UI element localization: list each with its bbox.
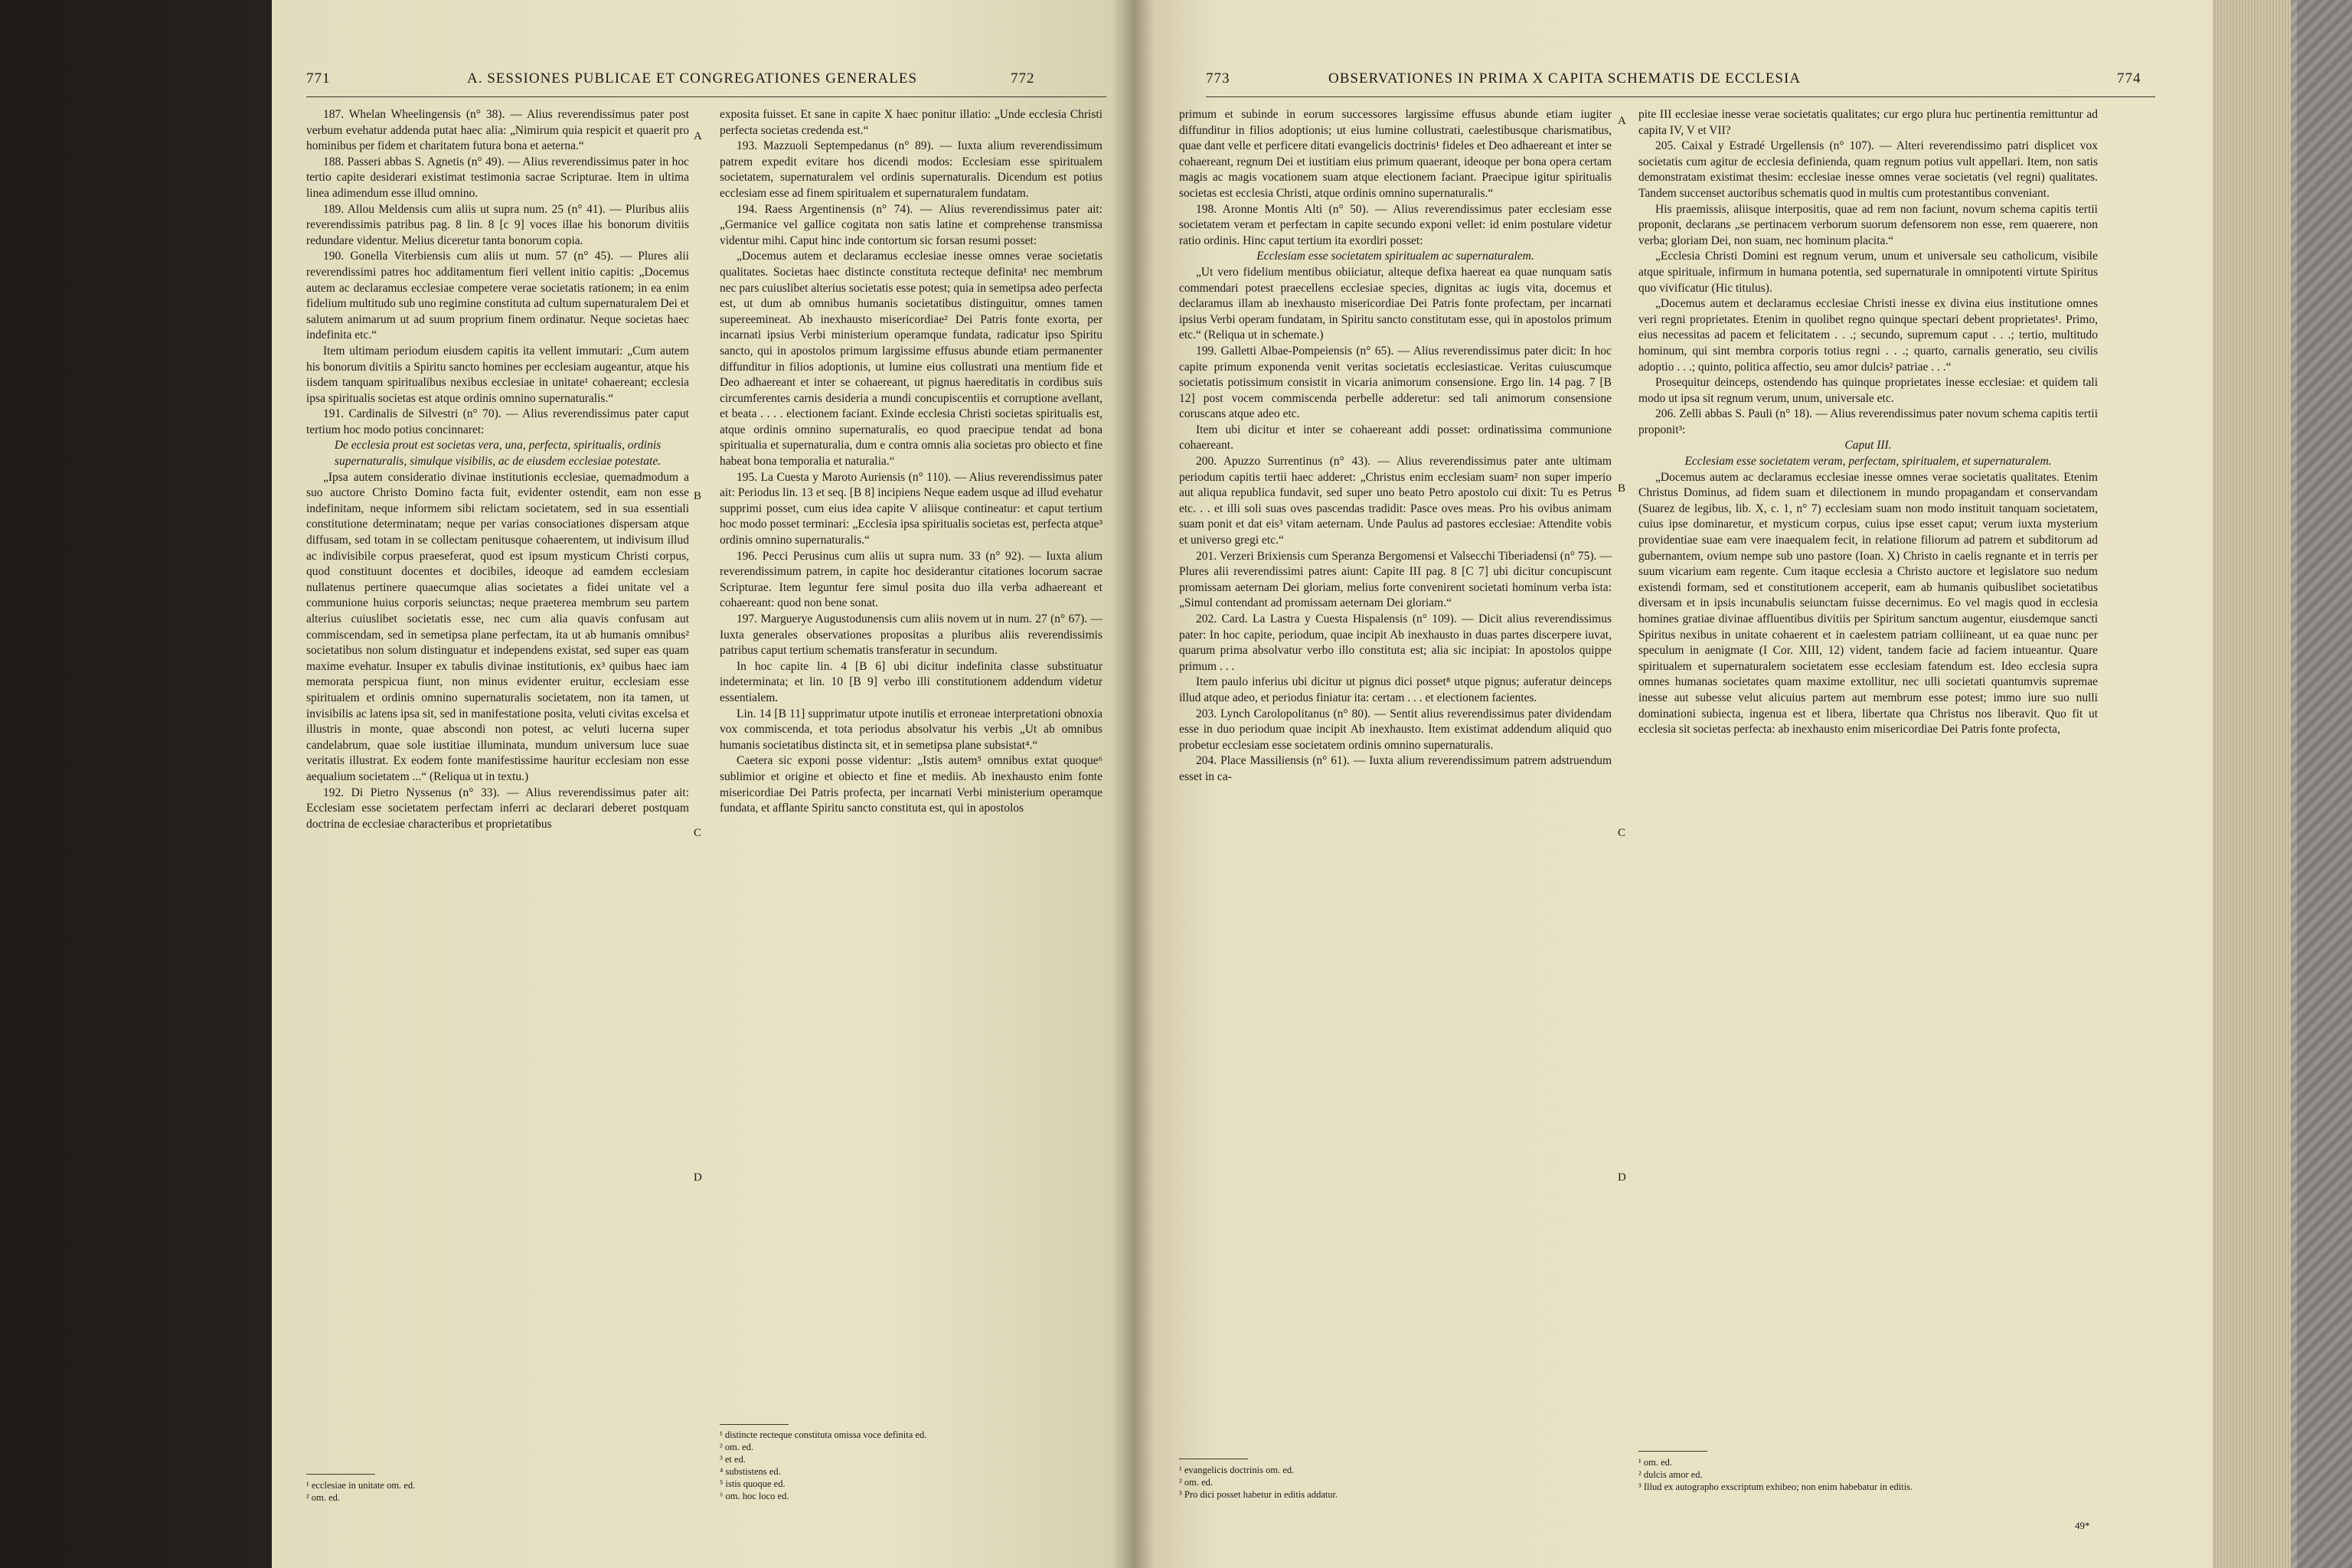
margin-letter-b: B	[694, 490, 702, 502]
paragraph: 203. Lynch Carolopolitanus (n° 80). — Sentit alius reverendissimus pater dividendam esse in duo periodum quae incipit Ab inexhausto. Item existimat addendum aliquid quo probetur ecclesiam esse societatem ordinis omnino supernaturalis.	[1179, 707, 1612, 752]
right-footnotes-2	[1638, 1456, 2098, 1493]
footnote: ⁶ om. hoc loco ed.	[720, 1491, 789, 1501]
right-column-2	[1638, 107, 2098, 738]
paragraph: Item ubi dicitur et inter se cohaereant addi posset: ordinatissima communione cohaereant.	[1179, 423, 1612, 452]
right-column-1	[1179, 107, 1612, 786]
left-footnotes-2	[720, 1429, 1095, 1502]
paragraph: Ecclesiam esse societatem spiritualem ac supernaturalem.	[1256, 250, 1534, 263]
paragraph: Caput III.	[1844, 439, 1892, 452]
running-head-title: OBSERVATIONES IN PRIMA X CAPITA SCHEMATIS DE ECCLESIA	[1328, 70, 1802, 87]
paragraph: 193. Mazzuoli Septempedanus (n° 89). — Iuxta alium reverendissimum patrem expedit evitare hos dicendi modos: Ecclesiam esse spiritualem societatem, supernaturalem vel ordinis supernaturalis. Dicendum est potius ecclesiam esse ad finem spiritualem et supernaturalem fundatam.	[720, 139, 1102, 200]
paragraph: 187. Whelan Wheelingensis (n° 38). — Alius reverendissimus pater post verbum evehatur addenda putat haec alia: „Nimirum quia respicit et quaerit pro hominibus per fidem et charitatem futura bona et aeterna.“	[306, 108, 689, 153]
paragraph: 189. Allou Meldensis cum aliis ut supra num. 25 (n° 41). — Pluribus aliis reverendissimis patribus pag. 8 lin. 8 [c 9] voces illae his bonorum divitiis redundare videntur. Melius diceretur tanta bonorum copia.	[306, 202, 689, 247]
paragraph: 190. Gonella Viterbiensis cum aliis ut num. 57 (n° 45). — Plures alii reverendissimi patres hoc additamentum fieri vellent initio capitis: „Docemus autem ac declaramus ecclesiae competere verae societatis rationem; in ea enim fidelium multitudo sub uno regimine constituta ad cultum supernaturalem Dei et salutem animarum ut ad suum proprium finem ordinatur. Neque societas haec indefinita etc.“	[306, 250, 689, 342]
footnote: ¹ evangelicis doctrinis om. ed.	[1179, 1465, 1295, 1475]
paragraph: 197. Marguerye Augustodunensis cum aliis novem ut in num. 27 (n° 67). — Iuxta generales observationes propositas a pluribus aliis reverendissimis patribus caput tertium schematis transferatur in secundum.	[720, 612, 1102, 658]
paragraph: 196. Pecci Perusinus cum aliis ut supra num. 33 (n° 92). — Iuxta alium reverendissimum patrem, in capite hoc desiderantur citationes locorum sacrae Scripturae. Item leguntur fere simul posita duo illa verba adhaereant et cohaereant: quod non bene sonat.	[720, 549, 1102, 610]
right-footnotes-1	[1179, 1464, 1608, 1501]
running-head-title: A. SESSIONES PUBLICAE ET CONGREGATIONES GENERALES	[467, 70, 918, 87]
paragraph: Prosequitur deinceps, ostendendo has quinque proprietates inesse ecclesiae: et quidem tali modo ut ipsa sit regnum verum, unum, universale etc.	[1638, 376, 2098, 405]
footnote: ¹ om. ed.	[1638, 1457, 1673, 1468]
margin-letter-a: A	[694, 130, 702, 142]
paragraph: „Ecclesia Christi Domini est regnum verum, unum et universale seu catholicum, visibile atque spirituale, infirmum in humana potentia, sed supernaturale in omnipotenti virtute Spiritus quo vivificatur (Hic titulus).	[1638, 250, 2098, 295]
paragraph: 201. Verzeri Brixiensis cum Speranza Bergomensi et Valsecchi Tiberiadensi (n° 75). — Plures alii reverendissimi patres aiunt: Capite III pag. 8 [C 7] ubi dicitur concupiscunt promissam aeternam Dei gloriam, melius forte convenirent societati hominum verba ista: „Simul contendant ad promissam aeternam Dei gloriam.“	[1179, 549, 1612, 610]
paragraph: 191. Cardinalis de Silvestri (n° 70). — Alius reverendissimus pater caput tertium hoc modo potius concinnaret:	[306, 407, 689, 436]
page-number-774: 774	[2117, 70, 2141, 87]
paragraph: Item ultimam periodum eiusdem capitis ita vellent immutari: „Cum autem his bonorum divitiis a Spiritu sancto homines per ecclesiam augeantur, atque his iisdem tanquam spiritualibus nexibus ecclesiae in unitate¹ cohaereant; ecclesia ipsa spiritualis societas est atque ordinis omnino supernaturalis.“	[306, 344, 689, 405]
paragraph: „Ut vero fidelium mentibus obiiciatur, alteque defixa haereat ea quae nunquam satis commendari potest praecellens ecclesiae species, dignitas ac iugis vita, docemus et declaramus illam ab inexhausto misericordiae Dei Patris fonte profectam, per incarnati ipsius Verbi operam fundatam, in Spiritu sancto constitutam esse, qui in apostolos primum etc.“ (Reliqua ut in schemate.)	[1179, 265, 1612, 342]
paragraph: Item paulo inferius ubi dicitur ut pignus dici posset⁸ utque pignus; auferatur deinceps illud atque adeo, et periodus finiatur ita: certam . . . et electionem facientes.	[1179, 675, 1612, 704]
left-column-2	[720, 107, 1102, 817]
footnote: ³ Illud ex autographo exscriptum exhibeo; non enim habebatur in editis.	[1638, 1481, 1913, 1492]
paragraph: pite III ecclesiae inesse verae societatis qualitates; cur ergo plura huc pertinentia remittuntur ad capita IV, V et VII?	[1638, 108, 2098, 137]
left-column-1	[306, 107, 689, 832]
page-number-772: 772	[1011, 70, 1035, 87]
paragraph: „Ipsa autem consideratio divinae institutionis ecclesiae, quemadmodum a suo auctore Christo Domino facta fuit, evidenter ostendit, eam non esse indefinitam, neque informem sibi relictam societatem, sed in sua essentiali constitutione determinatam; neque per varias consociationes dispersam atque diffusam, sed totam in se collectam penitusque cohaerentem, ut indivisum illud ac indivisibile corpus praeseferat, quod est ipsum mysticum Christi corpus, quod constituunt docentes et docibiles, ideoque ad eamdem ecclesiam nullatenus pertinere quaecumque alias societates a fidei unitate vel a communione huius corporis seiunctas; neque praeterea membrum seu partem alterius cuiuslibet societatis esse, nec cum alia quavis confusam aut commiscendam, sed in semetipsa plane perfectam, ita ut ab humanis omnibus² societatibus non solum distinguatur et independens existat, sed super eas quam maxime evehatur. Insuper ex tabulis divinae institutionis, ex³ quibus haec iam memorata perspicua fiunt, non minus evidenter eruitur, ecclesiam esse spiritualem et ordinis omnino supernaturalis societatem, non ita tamen, ut invisibilis ac latens ipsa sit, sed in manifestatione posita, veluti civitas excelsa et illustris in monte, quae abscondi non potest, ac veluti lucerna super candelabrum, quae sole iustitiae illuminata, mundum universum luce suae veritatis illustrat. Ex eodem fonte manifestissime hauritur ecclesiam non esse aequalium societatem ...“ (Reliqua ut in textu.)	[306, 470, 689, 783]
paragraph: 206. Zelli abbas S. Pauli (n° 18). — Alius reverendissimus pater novum schema capitis tertii proponit³:	[1638, 407, 2098, 436]
cloth-background	[2291, 0, 2352, 1568]
page-number-773: 773	[1206, 70, 1230, 87]
paragraph: 188. Passeri abbas S. Agnetis (n° 49). — Alius reverendissimus pater in hoc tertio capite desiderari existimat testimonia sacrae Scripturae. Item in ultima linea adimendum esse illud omnino.	[306, 155, 689, 200]
paragraph: 204. Place Massiliensis (n° 61). — Iuxta alium reverendissimum patrem adstruendum esset in ca-	[1179, 754, 1612, 783]
paragraph: Ecclesiam esse societatem veram, perfectam, spiritualem, et supernaturalem.	[1684, 455, 2052, 469]
paragraph: primum et subinde in eorum successores largissime effusus abunde etiam iugiter diffunditur in filios adoptionis; ut eius lumine collustrati, caelestibusque charismatibus, quae dant velle et perficere ditati evangelicis doctrinis¹ fideles et Deo adhaereant et inter se cohaereant, regnum Dei et iustitiam eius primum quaerant, ideoque per bona opera certam magis ac magis vocationem suam atque electionem faciant. Praecipue igitur spiritualis societas est ecclesia Christi, atque ordinis omnino supernaturalis.“	[1179, 108, 1612, 200]
left-page	[272, 0, 1133, 1568]
footnote-rule	[1638, 1451, 1707, 1452]
footnote: ¹ ecclesiae in unitate om. ed.	[306, 1480, 416, 1491]
footnote-rule	[306, 1474, 375, 1475]
head-rule	[306, 96, 1106, 97]
margin-letter-a: A	[1618, 115, 1626, 127]
right-page	[1133, 0, 2213, 1568]
margin-letter-c: C	[1618, 827, 1626, 839]
page-number-771: 771	[306, 70, 331, 87]
margin-letter-d: D	[1618, 1171, 1626, 1184]
signature-mark: 49*	[2075, 1520, 2090, 1531]
paragraph: 202. Card. La Lastra y Cuesta Hispalensis (n° 109). — Dicit alius reverendissimus pater: In hoc capite, periodum, quae incipit Ab inexhausto in duas partes discerpere iuvat, quarum prima absolvatur verbo illo constituta est; alia sic incipiat: In apostolos quippe primum . . .	[1179, 612, 1612, 673]
paragraph: 195. La Cuesta y Maroto Auriensis (n° 110). — Alius reverendissimus pater ait: Periodus lin. 13 et seq. [B 8] incipiens Neque eadem usque ad illud evehatur supprimi posset, cum eius idea capite V aliisque contineatur: et caput tertium hoc modo posset terminari: „Ecclesia ipsa spiritualis societas est, perfecta atque³ ordinis omnino supernaturalis.“	[720, 470, 1102, 547]
left-running-head	[306, 70, 1118, 93]
paragraph: 198. Aronne Montis Alti (n° 50). — Alius reverendissimus pater ecclesiam esse societatem veram et perfectam in capite secundo exponi vellet: id enim postulare videtur ratio ordinis. Hinc caput tertium ita exordiri posset:	[1179, 202, 1612, 247]
paragraph: 194. Raess Argentinensis (n° 74). — Alius reverendissimus pater ait: „Germanice vel gallice cogitata non satis latine et comprehense transmissa videntur mihi. Caput hinc inde contortum sic forsan resumi posset:	[720, 202, 1102, 247]
footnote: ³ et ed.	[720, 1454, 746, 1465]
head-rule	[1206, 96, 2155, 97]
footnote: ¹ distincte recteque constituta omissa voce definita ed.	[720, 1429, 927, 1440]
footnote: ² dulcis amor ed.	[1638, 1469, 1703, 1480]
footnote: ² om. ed.	[720, 1442, 754, 1452]
margin-letter-c: C	[694, 827, 702, 839]
paragraph: De ecclesia prout est societas vera, una, perfecta, spiritualis, ordinis supernaturalis, simulque visibilis, ac de eiusdem ecclesiae potestate.	[334, 439, 662, 469]
footnote-rule	[720, 1424, 789, 1425]
page-edges	[2213, 0, 2297, 1568]
margin-letter-d: D	[694, 1171, 702, 1184]
paragraph: 199. Galletti Albae-Pompeiensis (n° 65). — Alius reverendissimus pater dicit: In hoc capite primum exponenda venit veritas societatis ecclesiasticae. Veritas cuiuscumque societatis potissimum consistit in vicaria animorum consensione. Ergo lin. 14 pag. 7 [B 12] post vocem commiscenda perbelle adderetur: sed tali animorum consensione coruscans atque adeo etc.	[1179, 344, 1612, 421]
left-footnotes-1	[306, 1479, 674, 1504]
paragraph: „Docemus autem et declaramus ecclesiae Christi inesse ex divina eius institutione omnes veri regni proprietates. Etenim in quolibet regno quinque spectari debent proprietates¹. Primo, eius necessitas ad pacem et felicitatem . . .; secundo, supremum caput . . .; tertio, multitudo hominum, qui sint membra corporis totius regni . . .; quarto, carnalis generatio, seu civilis adoptio . . .; quinto, politica affectio, seu amor dulcis² patriae . . .“	[1638, 297, 2098, 374]
paragraph: „Docemus autem ac declaramus ecclesiae inesse omnes verae societatis qualitates. Etenim Christus Dominus, ad fidem suam et dilectionem in mundo propagandam et conservandam (Suarez de legibus, lib. X, c. 1, n° 7) ecclesiam suam non modo instituit tanquam societatem, cuius ipse dominaretur, et mysticum corpus, cuius ipse esset caput; verum iuxta mysterium providentiae suae eam vere inaequalem fecit, in relatione filiorum ad patrem et subditorum ad gubernantem, ovium nempe sub uno pastore (Ioan. X) Christo in caelis regnante et in terris per suum vicarium eam regente. Cum itaque ecclesia a Christo auctore et legislatore suo nedum existendi formam, sed et constitutionem acceperit, eam ab humanis quibuslibet societatibus diversam et in ipsis incunabulis seiunctam fuisse decernimus. Eo vel magis quod in ecclesia homines gratiae divinae affluentibus divitiis per Spiritum sanctum augentur, eiusdemque sancti Spiritus nexibus in unitate cohaerent et in caelestem patriam colliineant, ut ea quae nunc per speculum in aenigmate (I Cor. XIII, 12) vident, tandem facie ad faciem intueantur. Quare spiritualem et supernaturalem societatem esse ecclesiam fatendum est. Ideo ecclesia supra omnes humanas societates quam maxime extollitur, nec ulli societati quantumvis supremae inesse aut subesse velut alicuius partem aut membrum esse potest; immo iure suo nulli dominationi subiecta, ingenua est et libera, libertate qua Christus nos liberavit. Quo fit ut ecclesia sit societas perfecta: ab inexhausto enim misericordiae Dei Patris fonte profecta,	[1638, 470, 2098, 737]
paragraph: 205. Caixal y Estradé Urgellensis (n° 107). — Alteri reverendissimo patri displicet vox societatis cum agitur de ecclesia definienda, quam regnum potius vult appellari. Item, non satis demonstratam existimat thesim: ecclesiae inesse omnes verae societatis (vel regni) qualitates. Tandem succenset auctoribus schematis quod in multis cum protestantibus conveniant.	[1638, 139, 2098, 200]
footnote: ² om. ed.	[1179, 1477, 1214, 1488]
footnote: ³ Pro dici posset habetur in editis addatur.	[1179, 1489, 1338, 1500]
paragraph: Lin. 14 [B 11] supprimatur utpote inutilis et erroneae interpretationi obnoxia vox commiscenda, et tota periodus absolvatur his verbis „Ut ab omnibus humanis societatibus distincta sit, et in semetipsa plane subsistat⁴.“	[720, 707, 1102, 752]
paragraph: His praemissis, aliisque interpositis, quae ad rem non faciunt, novum schema capitis tertii proponit, declarans „se pertinacem verborum suorum defensorem non esse, rem quaerere, non verba; gloriam Dei, non suam, nec hominum placita.“	[1638, 202, 2098, 247]
paragraph: In hoc capite lin. 4 [B 6] ubi dicitur indefinita classe substituatur indeterminata; et lin. 10 [B 9] verbo illi constitutionem addendum videtur essentialem.	[720, 659, 1102, 704]
footnote: ⁵ istis quoque ed.	[720, 1478, 786, 1489]
paragraph: 192. Di Pietro Nyssenus (n° 33). — Alius reverendissimus pater ait: Ecclesiam esse societatem perfectam inferri ac declarari deberet postquam doctrina de ecclesiae characteribus et proprietatibus	[306, 786, 689, 831]
paragraph: exposita fuisset. Et sane in capite X haec ponitur illatio: „Unde ecclesia Christi perfecta societas credenda est.“	[720, 108, 1102, 137]
paragraph: „Docemus autem et declaramus ecclesiae inesse omnes verae societatis qualitates. Societas haec distincte constituta recteque definita¹ nec membrum nec pars cuiuslibet alterius societatis esse potest; quia in semetipsa adeo perfecta est, ut dum ab omnibus humanis societatibus distinguitur, omnes tamen supereemineat. Ab inexhausto misericordiae² Dei Patris fonte exorta, per incarnati ipsius Verbi ministerium operamque fundata, radicatur ipso Spiritu sancto, qui in apostolos primum largissime effusus abunde etiam permanenter diffunditur in filios adoptionis, ut lumine eius collustrati una mentium fide et Deo adhaereant et inter se cohaereant, ut pignus haereditatis in cordibus suis circumferentes carnis desideria a mundi concupiscentiis et corruptione avellant, et beata . . . . electionem faciant. Exinde ecclesia Christi societas spiritualis est, atque ordinis omnino supernaturalis, eo quod praecipue tendat ad bona spiritualia et supernaturalia, dum e contra omnis alia societas pro obiecto et fine habeat bona temporalia et naturalia.“	[720, 250, 1102, 469]
paragraph: 200. Apuzzo Surrentinus (n° 43). — Alius reverendissimus pater ante ultimam periodum capitis tertii haec adderet: „Christus enim ecclesiam suam² non super imperio aut aliqua republica fundavit, sed super uno beato Petro apostolo cui dixit: Tu es Petrus etc. . . et illi soli suas oves pascendas tradidit: Pasce oves meas. Pro his ovibus animam suam ponit et dat eis³ vitam aeternam. Unde Paulus ad pastores ecclesiae: Attendite vobis et universo gregi etc.“	[1179, 455, 1612, 547]
footnote: ⁴ substistens ed.	[720, 1466, 781, 1477]
right-running-head	[1206, 70, 2171, 93]
margin-letter-b: B	[1618, 482, 1626, 495]
paragraph: Caetera sic exponi posse videntur: „Istis autem⁵ omnibus extat quoque⁶ sublimior et origine et obiecto et fine et mediis. Ab inexhausto enim fonte misericordiae Dei Patris profecta, per incarnati Verbi ministerium operamque fundata, et afflante Spiritu sancto constituta est, qui in apostolos	[720, 754, 1102, 815]
footnote: ² om. ed.	[306, 1492, 341, 1503]
